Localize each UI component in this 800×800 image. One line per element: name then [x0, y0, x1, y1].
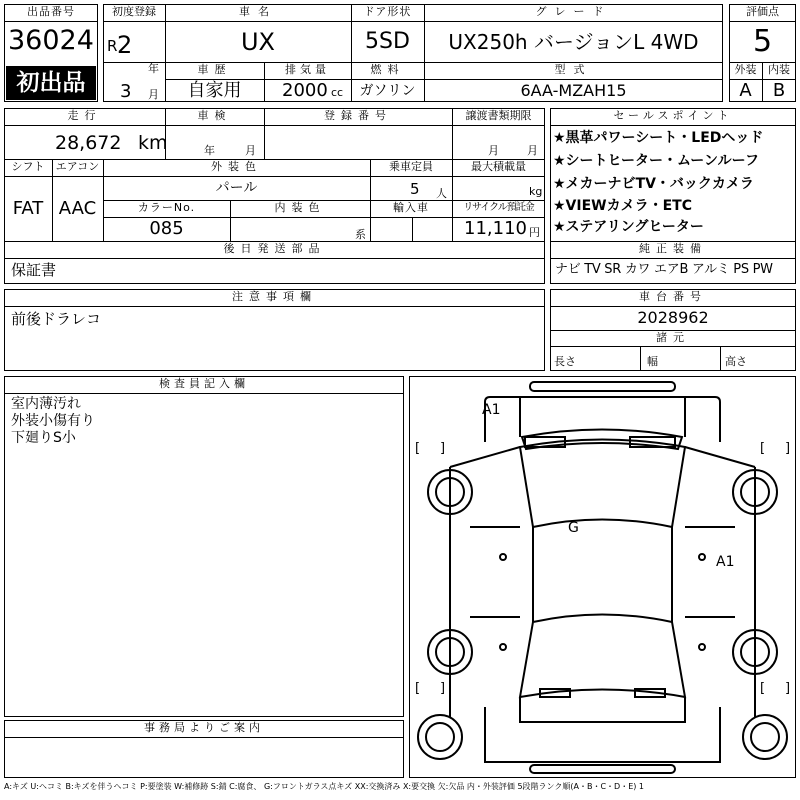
mileage-unit: km — [138, 132, 168, 154]
chassis-label: 車台番号 — [639, 290, 707, 303]
displacement-unit: cc — [331, 86, 344, 99]
month-unit: 月 — [148, 88, 159, 101]
load-label: 最大積載量 — [471, 160, 526, 173]
fuel: ガソリン — [359, 83, 416, 99]
inspection-month-unit: 月 — [245, 144, 256, 157]
model: 6AA-MZAH15 — [520, 81, 627, 100]
inspector-note: 下廻りS小 — [11, 430, 76, 446]
first-reg-label: 初度登録 — [112, 5, 156, 18]
import-label: 輸入車 — [393, 201, 429, 214]
first-listing-text: 初出品 — [16, 70, 86, 96]
legend: A:キズ U:ヘコミ B:キズを伴うヘコミ P:要塗装 W:補修跡 S:錆 C:腐食、 G:フロントガラス点キズ XX:交換済み X:要交換 欠:欠品 内・外装評価 5段階ランク順(A・B・C・D・E) 1 — [4, 782, 645, 791]
sales-point-item: ★VIEWカメラ・ETC — [553, 198, 692, 214]
interior-grade: B — [772, 80, 786, 101]
score: 5 — [752, 24, 773, 59]
year-unit: 年 — [148, 62, 159, 75]
svg-text:[: [ — [760, 441, 766, 456]
capacity-unit: 人 — [436, 187, 447, 200]
grade-label: グレード — [535, 5, 612, 18]
inspector-note: 室内薄汚れ — [11, 396, 81, 412]
svg-text:[: [ — [760, 681, 766, 696]
color-label: 外装色 — [211, 160, 262, 173]
reg-number-label: 登録番号 — [324, 109, 392, 122]
svg-text:[: [ — [415, 441, 421, 456]
grade: UX250h バージョンL 4WD — [448, 30, 699, 54]
svg-text:]: ] — [440, 441, 446, 456]
transfer-label: 譲渡書類期限 — [465, 109, 532, 122]
displacement: 2000 — [282, 80, 328, 101]
mileage-label: 走行 — [67, 109, 102, 122]
exterior-label: 外装 — [734, 63, 757, 76]
door-label: ドア形状 — [363, 5, 412, 18]
equipment-items: ナビ TV SR カワ エアB アルミ PS PW — [555, 262, 773, 277]
color: パール — [215, 180, 258, 196]
first-reg-era: R — [107, 37, 118, 55]
svg-text:]: ] — [785, 681, 791, 696]
svg-text:]: ] — [440, 681, 446, 696]
inspector-label: 検査員記入欄 — [159, 377, 249, 390]
displacement-label: 排気量 — [285, 63, 330, 76]
notes-label: 注意事項欄 — [232, 290, 317, 303]
exterior-grade: A — [739, 80, 752, 101]
lot-number-label: 出品番号 — [27, 5, 75, 18]
capacity: 5 — [410, 180, 420, 198]
history: 自家用 — [187, 80, 242, 101]
inspection-year-unit: 年 — [204, 144, 215, 157]
sales-point-item: ★黒革パワーシート・LEDヘッド — [553, 130, 764, 146]
damage-mark: G — [568, 520, 579, 536]
history-label: 車歴 — [197, 63, 232, 76]
car-name-label: 車名 — [239, 5, 277, 18]
capacity-label: 乗車定員 — [389, 160, 433, 173]
car-diagram — [410, 377, 795, 777]
width-label: 幅 — [647, 355, 658, 368]
svg-text:[: [ — [415, 681, 421, 696]
notes-text: 前後ドラレコ — [11, 310, 102, 328]
first-reg-month: 3 — [120, 81, 132, 102]
recycle-unit: 円 — [529, 226, 540, 239]
sales-point-item: ★メカーナビTV・バックカメラ — [553, 176, 754, 192]
later-items-label: 後日発送部品 — [223, 242, 326, 255]
height-label: 高さ — [725, 355, 747, 368]
damage-diagram — [409, 376, 796, 778]
interior-color-unit: 系 — [355, 228, 366, 241]
aircon-label: エアコン — [55, 160, 100, 173]
load-unit: kg — [529, 185, 543, 198]
interior-color-label: 内装色 — [274, 201, 326, 214]
color-no-label: カラーNo. — [137, 201, 196, 214]
sales-point-item: ★シートヒーター・ムーンルーフ — [553, 153, 759, 169]
aircon: AAC — [58, 198, 97, 219]
svg-text:]: ] — [785, 441, 791, 456]
model-label: 型式 — [554, 63, 593, 76]
door: 5SD — [365, 29, 410, 54]
chassis-number: 2028962 — [637, 308, 709, 327]
sales-points-label: セールスポイント — [613, 109, 733, 122]
equipment-label: 純正装備 — [639, 242, 707, 255]
damage-mark: A1 — [482, 402, 501, 418]
mileage: 28,672 — [55, 132, 122, 154]
car-name: UX — [240, 28, 275, 56]
first-reg-year: 2 — [117, 31, 133, 59]
interior-label: 内装 — [768, 63, 790, 76]
length-label: 長さ — [554, 355, 576, 368]
office-label: 事務局よりご案内 — [144, 721, 264, 734]
recycle-label: リサイクル預託金 — [463, 202, 534, 213]
inspector-note: 外装小傷有り — [11, 413, 95, 429]
recycle: 11,110 — [464, 218, 527, 239]
lot-number: 36024 — [8, 25, 94, 56]
shift: FAT — [12, 198, 44, 219]
damage-mark: A1 — [716, 554, 735, 570]
transfer-day-unit: 月 — [527, 144, 538, 157]
fuel-label: 燃料 — [370, 63, 405, 76]
sales-point-item: ★ステアリングヒーター — [553, 219, 704, 235]
shift-label: シフト — [11, 160, 45, 173]
transfer-month-unit: 月 — [488, 144, 499, 157]
later-items: 保証書 — [11, 261, 57, 279]
color-no: 085 — [149, 218, 184, 239]
score-label: 評価点 — [746, 5, 779, 18]
dims-label: 諸元 — [656, 331, 690, 344]
inspection-label: 車検 — [197, 109, 232, 122]
